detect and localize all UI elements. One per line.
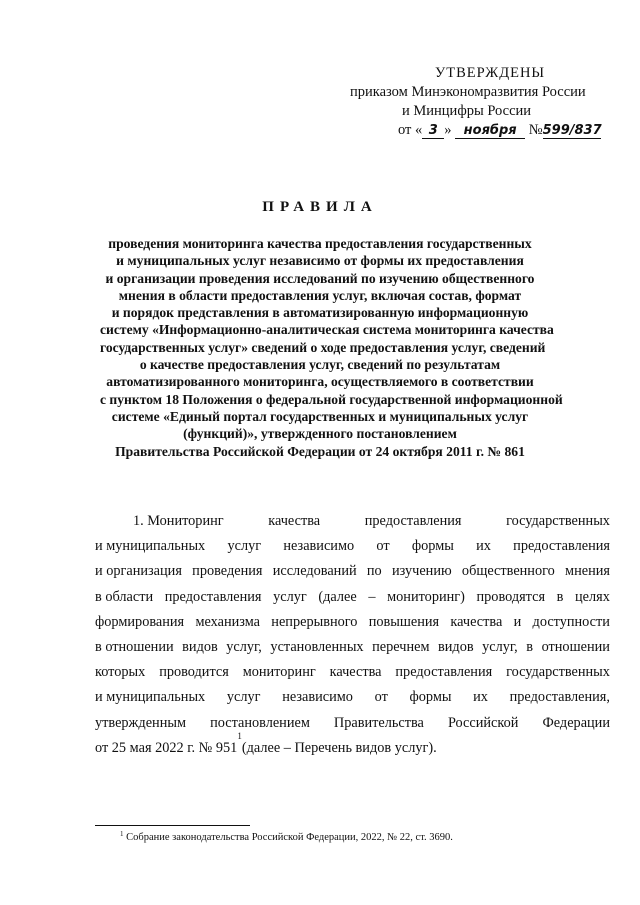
word: повышения (368, 613, 440, 630)
handwritten-number: 599/837 (542, 123, 602, 138)
subtitle-line: государственных услуг» сведений о ходе предоставления услуг, сведений (100, 339, 546, 355)
word: целях (575, 588, 610, 605)
word: доступности (532, 613, 610, 630)
body-line (95, 610, 610, 635)
word: независимо (282, 689, 353, 706)
approved-order-line: приказом Минэкономразвития России (350, 84, 586, 100)
subtitle-line: систему «Информационно-аналитическая система мониторинга качества (100, 322, 554, 338)
word: формы (411, 538, 454, 555)
body-line (95, 509, 610, 534)
word: Федерации (542, 714, 610, 731)
word: видов (182, 639, 218, 656)
word: отношении (541, 639, 610, 656)
footnote (120, 830, 453, 843)
word: изучению (391, 563, 452, 580)
word: предоставления, (509, 689, 610, 706)
body-line: от 25 мая 2022 г. № 951 1 (далее – Перечень видов услуг). (95, 736, 610, 761)
word: качества (329, 664, 382, 681)
word: установленных (270, 639, 364, 656)
word: мониторинг (242, 664, 316, 681)
word: формирования (95, 613, 185, 630)
document-subtitle (100, 235, 563, 460)
word: проводятся (476, 588, 546, 605)
word: исследований (272, 563, 357, 580)
body-line (95, 635, 610, 660)
word: Правительства (333, 714, 424, 731)
body-line (95, 534, 610, 559)
word: механизма (195, 613, 260, 630)
word: их (476, 538, 491, 555)
word: по (366, 563, 382, 580)
subtitle-line: (функций)», утвержденного постановлением (183, 426, 457, 442)
word: в области (95, 588, 154, 605)
subtitle-line: Правительства Российской Федерации от 24 октября 2011 г. № 861 (115, 443, 525, 459)
document-title: ПРАВИЛА (262, 199, 378, 215)
body-line (95, 660, 610, 685)
footnote-text: Собрание законодательства Российской Федерации, 2022, № 22, ст. 3690. (123, 832, 453, 843)
word: государственных (506, 664, 610, 681)
word: которых (95, 664, 146, 681)
word: в (526, 639, 534, 656)
approved-date-line: от « 3 » ноября №599/837 (398, 122, 602, 138)
word: мнения (565, 563, 610, 580)
body-line (95, 585, 610, 610)
body-line (95, 711, 610, 736)
body-line (95, 559, 610, 584)
word: постановлением (210, 714, 310, 731)
word: предоставления (364, 513, 462, 529)
word: непрерывного (271, 613, 358, 630)
approved-ministry-line: и Минцифры России (402, 103, 532, 119)
word: услуг (226, 689, 261, 706)
subtitle-line: мнения в области предоставления услуг, включая состав, формат (118, 287, 522, 303)
word: и муниципальных (95, 538, 206, 555)
word: Российской (447, 714, 519, 731)
word: государственных (506, 513, 610, 529)
subtitle-line: и муниципальных услуг независимо от формы их предоставления (116, 253, 524, 269)
handwritten-month: ноября (455, 123, 525, 139)
word: видов (438, 639, 474, 656)
word: утвержденным (95, 714, 187, 731)
word: (далее (318, 588, 357, 605)
word: от (374, 689, 388, 706)
word: качества (268, 513, 321, 529)
word: перечнем (372, 639, 430, 656)
subtitle-line: автоматизированного мониторинга, осуществляемого в соответствии (106, 374, 534, 390)
subtitle-line: о качестве предоставления услуг, сведений по результатам (139, 357, 501, 373)
word: в отношении (95, 639, 174, 656)
subtitle-line: и организации проведения исследований по изучению общественного (105, 270, 535, 286)
word: формы (409, 689, 452, 706)
word: 1. Мониторинг (133, 513, 224, 529)
approved-label: УТВЕРЖДЕНЫ (435, 65, 546, 81)
word: их (473, 689, 488, 706)
word: предоставления (395, 664, 493, 681)
word: услуг, (482, 639, 518, 656)
word: и организация (95, 563, 182, 580)
word: независимо (283, 538, 355, 555)
subtitle-line: проведения мониторинга качества предоставления государственных (108, 236, 532, 251)
word: проводится (159, 664, 229, 681)
word: качества (450, 613, 503, 630)
word: услуг (227, 538, 262, 555)
word: проведения (192, 563, 263, 580)
word: предоставления (164, 588, 262, 605)
handwritten-day: 3 (422, 123, 444, 139)
paragraph-1 (95, 509, 610, 761)
word: в (556, 588, 564, 605)
footnote-ref: 1 (237, 730, 242, 741)
footnote-divider (95, 825, 250, 826)
word: – (368, 588, 376, 605)
word: и (513, 613, 522, 630)
word: предоставления (513, 538, 610, 555)
word: услуг (273, 588, 307, 605)
subtitle-line: и порядок представления в автоматизированную информационную (111, 305, 529, 321)
word: и муниципальных (95, 689, 206, 706)
word: общественного (461, 563, 555, 580)
word: мониторинг) (387, 588, 465, 605)
word: услуг, (226, 639, 262, 656)
footnote-mark: 1 (120, 830, 124, 838)
subtitle-line: системе «Единый портал государственных и муниципальных услуг (111, 408, 529, 424)
subtitle-line: с пунктом 18 Положения о федеральной государственной информационной (100, 391, 563, 407)
body-line (95, 685, 610, 710)
word: от (376, 538, 390, 555)
